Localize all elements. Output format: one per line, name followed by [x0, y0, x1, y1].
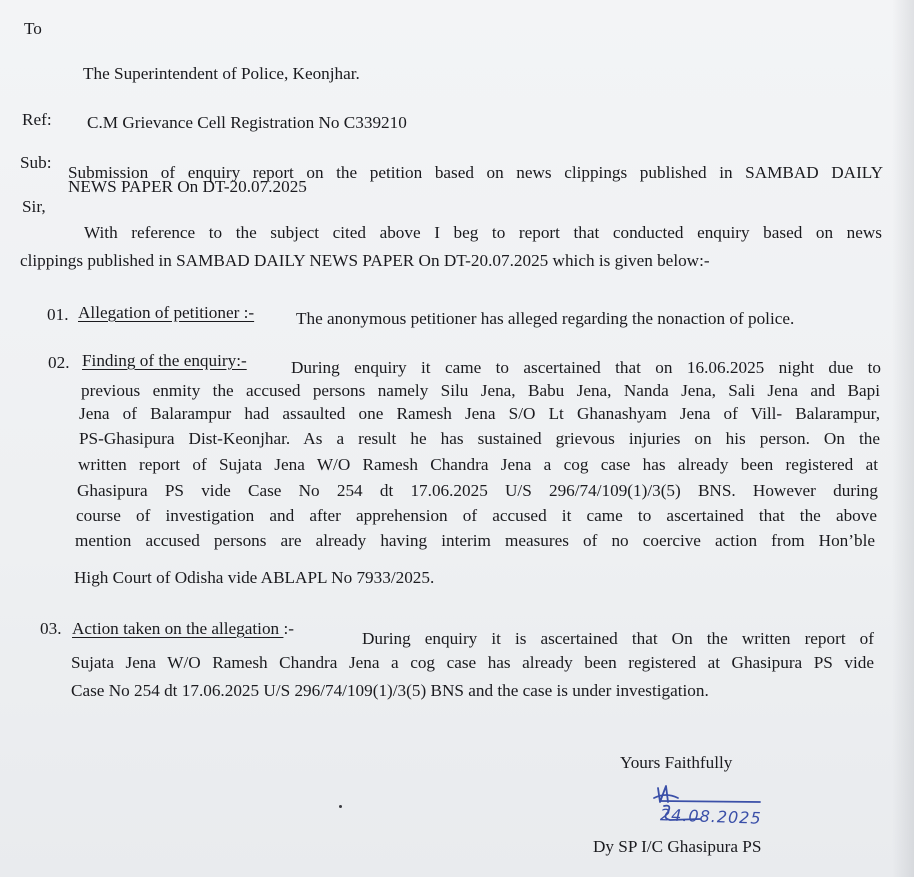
- item-3-heading: Action taken on the allegation: [72, 619, 284, 638]
- item-1-line-1: The anonymous petitioner has alleged regarding the nonaction of police.: [296, 309, 795, 328]
- item-2-line-6: Ghasipura PS vide Case No 254 dt 17.06.2025 U/S 296/74/109(1)/3(5) BNS. However during: [77, 481, 878, 500]
- valediction: Yours Faithfully: [620, 753, 733, 772]
- item-3-number: 03.: [40, 619, 62, 638]
- item-1-number: 01.: [47, 305, 69, 324]
- item-2-line-2: previous enmity the accused persons namely Silu Jena, Babu Jena, Nanda Jena, Sali Jena and Bapi: [81, 381, 880, 400]
- item-2-line-9: High Court of Odisha vide ABLAPL No 7933/2025.: [74, 568, 435, 587]
- scan-edge-shadow: [892, 0, 914, 877]
- item-2-number: 02.: [48, 353, 70, 372]
- item-2-line-8: mention accused persons are already having interim measures of no coercive action from Hon’ble: [75, 531, 875, 550]
- item-3-heading-suffix: :-: [283, 619, 294, 638]
- item-3-line-3: Case No 254 dt 17.06.2025 U/S 296/74/109(1)/3(5) BNS and the case is under investigation.: [71, 681, 709, 700]
- intro-line-1: With reference to the subject cited above I beg to report that conducted enquiry based on news: [84, 223, 882, 242]
- ref-text: C.M Grievance Cell Registration No C339210: [87, 113, 407, 132]
- subject-line-1: Submission of enquiry report on the petition based on news clippings published in SAMBAD DAILY: [68, 163, 883, 182]
- item-2-line-4: PS-Ghasipura Dist-Keonjhar. As a result he has sustained grievous injuries on his person. On the: [79, 429, 880, 448]
- item-1-heading: Allegation of petitioner :-: [78, 303, 255, 322]
- item-2-line-3: Jena of Balarampur had assaulted one Ramesh Jena S/O Lt Ghanashyam Jena of Vill- Balarampur,: [79, 404, 880, 423]
- recipient: The Superintendent of Police, Keonjhar.: [83, 64, 360, 83]
- item-2-line-7: course of investigation and after apprehension of accused it came to ascertained that the above: [76, 506, 877, 525]
- subject-line-2: NEWS PAPER On DT-20.07.2025: [68, 177, 307, 196]
- sub-label: Sub:: [20, 153, 52, 172]
- item-3-heading-wrap: [72, 618, 294, 640]
- salutation: Sir,: [22, 197, 46, 216]
- scan-dot: [339, 805, 342, 808]
- intro-line-2: clippings published in SAMBAD DAILY NEWS PAPER On DT-20.07.2025 which is given below:-: [20, 251, 710, 270]
- signature-date: 24.08.2025: [659, 805, 762, 828]
- signatory: Dy SP I/C Ghasipura PS: [593, 837, 762, 856]
- ref-label: Ref:: [22, 110, 52, 129]
- item-2-heading: Finding of the enquiry:-: [82, 351, 247, 370]
- item-3-line-2: Sujata Jena W/O Ramesh Chandra Jena a cog case has already been registered at Ghasipura PS vide: [71, 653, 874, 672]
- item-2-line-5: written report of Sujata Jena W/O Ramesh Chandra Jena a cog case has already been registered at: [78, 455, 878, 474]
- to-label: To: [24, 19, 42, 38]
- item-3-line-1: During enquiry it is ascertained that On the written report of: [362, 629, 874, 648]
- item-2-line-1: During enquiry it came to ascertained that on 16.06.2025 night due to: [291, 358, 881, 377]
